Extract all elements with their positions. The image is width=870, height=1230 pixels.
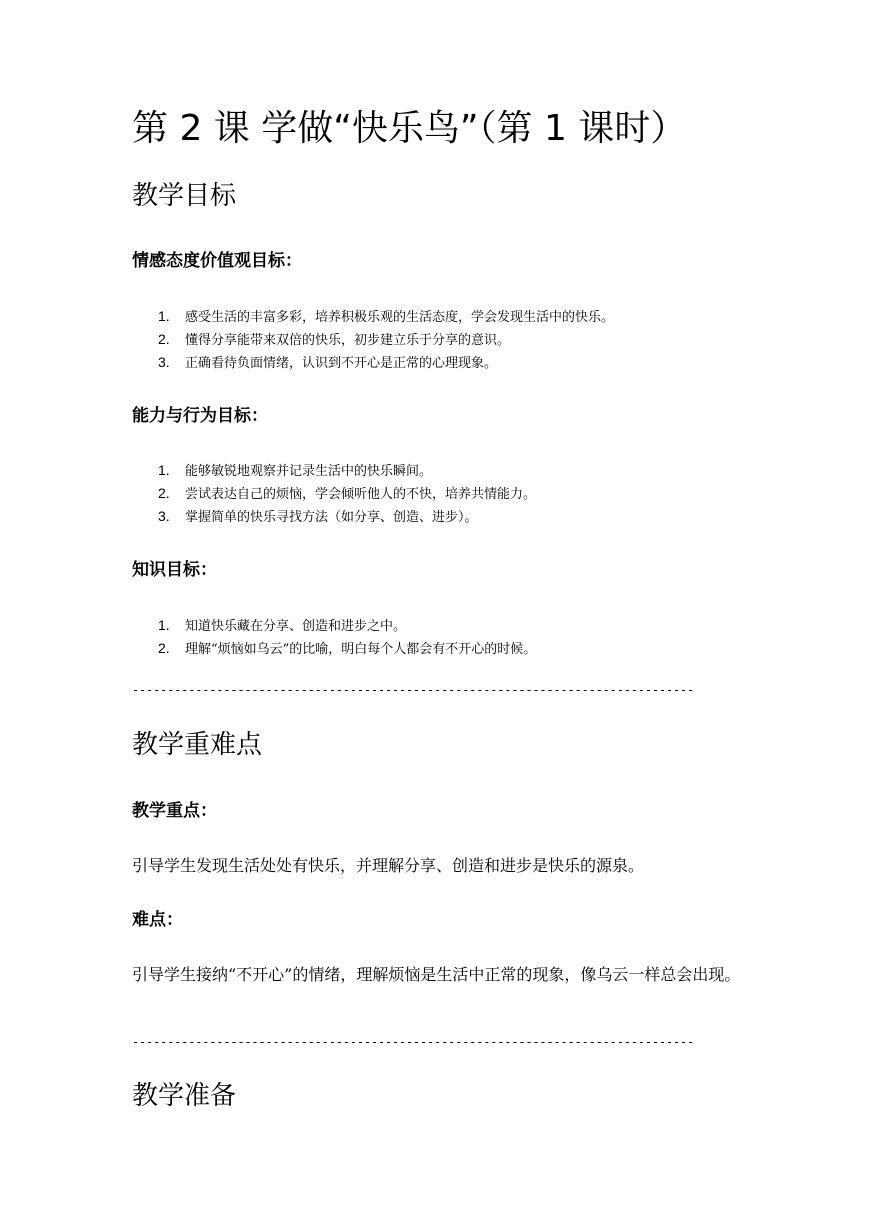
list-text: 知道快乐藏在分享、创造和进步之中。	[185, 619, 407, 634]
list-item	[158, 614, 406, 638]
list-item	[158, 637, 536, 661]
list-text: 掌握简单的快乐寻找方法（如分享、创造、进步）。	[185, 510, 478, 525]
list-text: 正确看待负面情绪，认识到不开心是正常的心理现象。	[185, 356, 498, 371]
list-item	[158, 328, 510, 352]
list-item	[158, 505, 478, 529]
list-text: 感受生活的丰富多彩，培养积极乐观的生活态度，学会发现生活中的快乐。	[185, 310, 615, 325]
section-divider: --------------------------------------------------------------------------------	[132, 1035, 694, 1049]
list-text: 能够敏锐地观察并记录生活中的快乐瞬间。	[185, 464, 433, 479]
list-number: 2.	[158, 485, 170, 501]
difficulty-paragraph: 引导学生接纳“不开心”的情绪，理解烦恼是生活中正常的现象，像乌云一样总会出现。	[132, 965, 741, 984]
list-item	[158, 305, 614, 329]
list-item	[158, 482, 536, 506]
section-heading-preparation: 教学准备	[132, 1081, 237, 1111]
list-text: 尝试表达自己的烦恼，学会倾听他人的不快，培养共情能力。	[185, 487, 537, 502]
subheading-ability-goals: 能力与行为目标：	[132, 406, 268, 426]
subheading-knowledge-goals: 知识目标：	[132, 560, 217, 580]
list-number: 2.	[158, 640, 170, 656]
document-title: 第 2 课 学做“快乐鸟”（第 1 课时）	[132, 108, 687, 149]
list-number: 3.	[158, 354, 170, 370]
section-heading-key-points: 教学重难点	[132, 730, 263, 760]
list-number: 3.	[158, 508, 170, 524]
section-heading-objectives: 教学目标	[132, 181, 237, 211]
list-item	[158, 459, 432, 483]
list-text: 懂得分享能带来双倍的快乐，初步建立乐于分享的意识。	[185, 333, 511, 348]
list-number: 1.	[158, 462, 170, 478]
section-divider: --------------------------------------------------------------------------------	[132, 683, 694, 697]
focus-paragraph: 引导学生发现生活处处有快乐，并理解分享、创造和进步是快乐的源泉。	[132, 856, 645, 875]
list-item	[158, 351, 497, 375]
list-text: 理解“烦恼如乌云”的比喻，明白每个人都会有不开心的时候。	[185, 642, 537, 657]
subheading-emotional-goals: 情感态度价值观目标：	[132, 251, 302, 271]
list-number: 1.	[158, 308, 170, 324]
list-number: 2.	[158, 331, 170, 347]
list-number: 1.	[158, 617, 170, 633]
subheading-teaching-focus: 教学重点：	[132, 801, 217, 821]
subheading-difficulty: 难点：	[132, 910, 183, 930]
